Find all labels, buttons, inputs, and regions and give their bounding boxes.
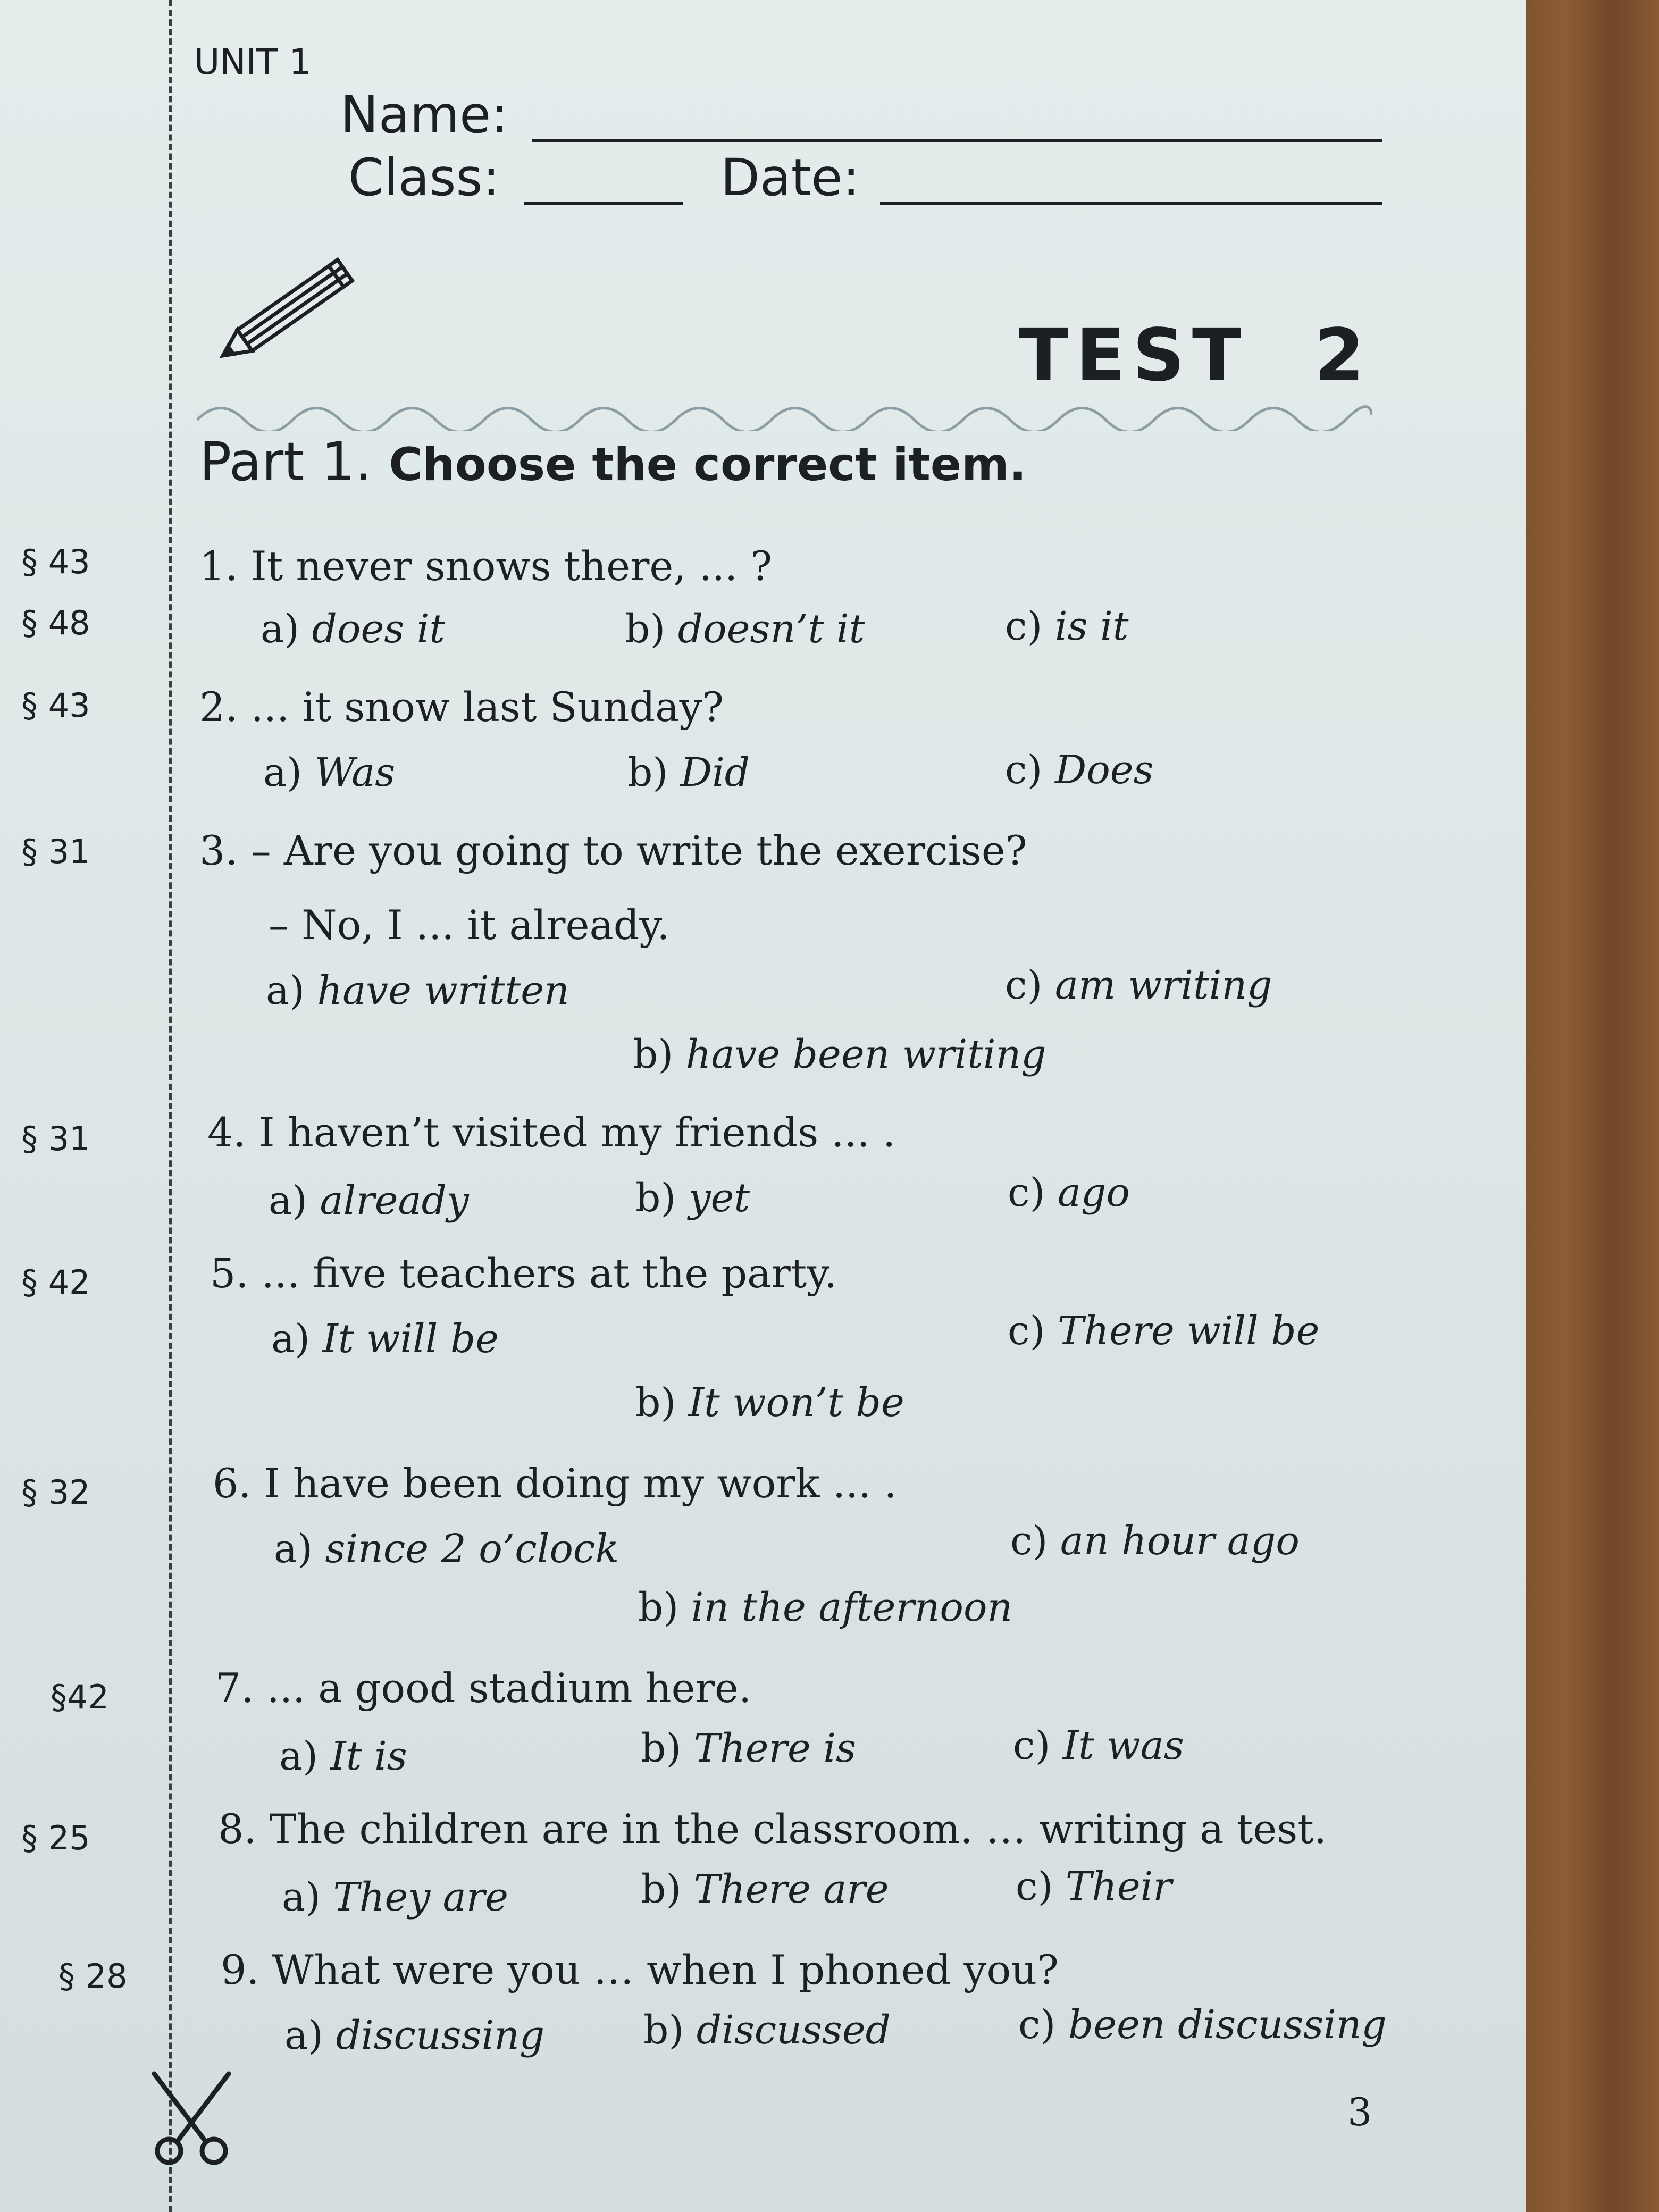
option-c[interactable]: c) Their — [1016, 1864, 1172, 1909]
question-text: 6. I have been doing my work ... . — [213, 1460, 897, 1507]
paragraph-ref: § 43 — [21, 542, 90, 581]
option-a[interactable]: a) already — [269, 1178, 469, 1224]
paragraph-ref: § 48 — [21, 604, 90, 642]
question-text: 9. What were you … when I phoned you? — [221, 1946, 1059, 1993]
part-label: Part 1. — [199, 431, 372, 493]
question-text: 5. ... five teachers at the party. — [210, 1250, 837, 1297]
question-text: 7. ... a good stadium here. — [215, 1664, 752, 1712]
scissors-icon — [144, 2068, 239, 2169]
paragraph-ref: § 31 — [21, 832, 90, 871]
question-text-continued: – No, I ... it already. — [269, 901, 670, 949]
paragraph-ref: § 25 — [21, 1819, 90, 1857]
option-a[interactable]: a) does it — [261, 606, 446, 652]
question-text: 3. – Are you going to write the exercise? — [199, 827, 1027, 874]
option-a[interactable]: a) It will be — [271, 1316, 499, 1362]
paragraph-ref: § 42 — [21, 1263, 90, 1302]
dashed-cut-line — [169, 0, 172, 2212]
name-field[interactable] — [532, 139, 1382, 142]
question-text: 2. ... it snow last Sunday? — [199, 683, 724, 731]
option-a[interactable]: a) have written — [266, 968, 569, 1013]
option-c[interactable]: c) There will be — [1008, 1308, 1320, 1354]
option-a[interactable]: a) since 2 o’clock — [274, 1526, 619, 1572]
option-c[interactable]: c) ago — [1008, 1170, 1130, 1216]
date-field[interactable] — [880, 202, 1382, 205]
option-b[interactable]: b) doesn’t it — [625, 606, 865, 652]
paragraph-ref: §42 — [51, 1678, 109, 1716]
pencil-icon — [213, 239, 378, 372]
option-b[interactable]: b) have been writing — [633, 1032, 1046, 1077]
question-text: 1. It never snows there, ... ? — [199, 542, 773, 590]
paragraph-ref: § 28 — [58, 1957, 128, 1996]
option-b[interactable]: b) in the afternoon — [638, 1585, 1013, 1630]
paragraph-ref: § 31 — [21, 1119, 90, 1158]
class-field[interactable] — [524, 202, 683, 205]
question-text: 8. The children are in the classroom. … writing a test. — [218, 1805, 1327, 1853]
option-b[interactable]: b) Did — [627, 750, 750, 795]
question-text: 4. I haven’t visited my friends ... . — [207, 1109, 896, 1156]
option-a[interactable]: a) discussing — [284, 2013, 545, 2058]
option-a[interactable]: a) They are — [282, 1874, 508, 1920]
class-label: Class: — [348, 148, 500, 207]
option-c[interactable]: c) is it — [1005, 604, 1129, 649]
option-b[interactable]: b) yet — [635, 1175, 750, 1221]
option-a[interactable]: a) Was — [263, 750, 396, 795]
option-a[interactable]: a) It is — [279, 1733, 407, 1779]
test-title: TEST 2 — [1019, 314, 1372, 398]
paragraph-ref: § 32 — [21, 1473, 90, 1512]
name-label: Name: — [340, 85, 508, 145]
option-b[interactable]: b) It won’t be — [635, 1380, 904, 1426]
option-c[interactable]: c) am writing — [1005, 962, 1272, 1008]
page-number: 3 — [1347, 2090, 1372, 2134]
option-c[interactable]: c) an hour ago — [1010, 1518, 1300, 1564]
part-instruction: Choose the correct item. — [389, 438, 1027, 491]
option-c[interactable]: c) Does — [1005, 747, 1154, 793]
date-label: Date: — [720, 148, 860, 207]
unit-label: UNIT 1 — [194, 41, 312, 82]
option-c[interactable]: c) It was — [1013, 1723, 1184, 1769]
wooden-table-background — [1505, 0, 1659, 2212]
option-b[interactable]: b) discussed — [643, 2007, 891, 2053]
option-b[interactable]: b) There is — [641, 1725, 856, 1771]
option-b[interactable]: b) There are — [641, 1866, 889, 1912]
option-c[interactable]: c) been discussing — [1018, 2002, 1387, 2048]
paragraph-ref: § 43 — [21, 686, 90, 725]
part-heading — [199, 431, 1026, 493]
wavy-divider — [197, 393, 1372, 431]
